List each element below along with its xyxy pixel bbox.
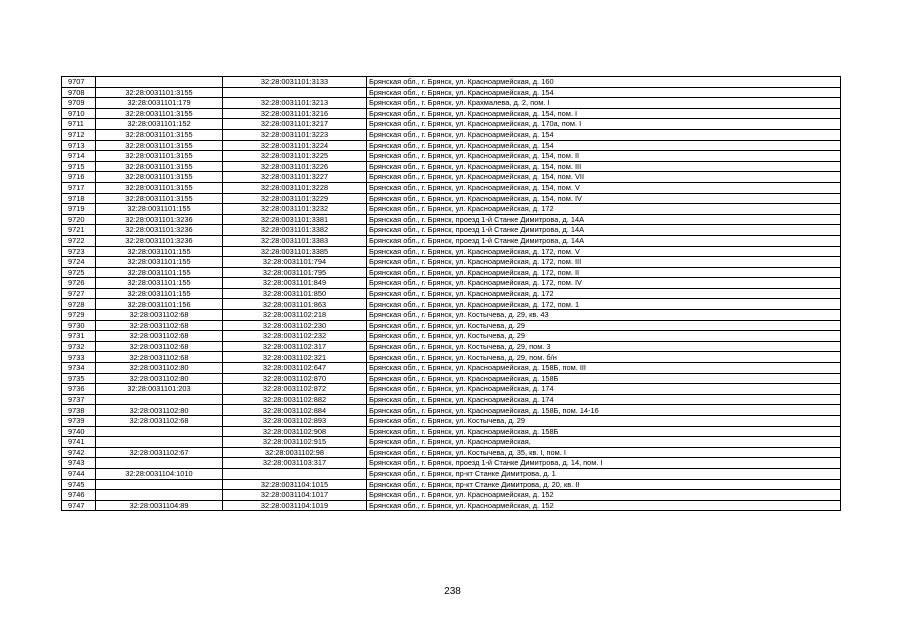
cadastral-number-cell: 32:28:0031101:3226 xyxy=(223,161,367,172)
table-row xyxy=(62,151,841,162)
address-cell: Брянская обл., г. Брянск, ул. Красноармейская, д. 154 xyxy=(367,140,841,151)
table-row xyxy=(62,299,841,310)
parent-cadastral-number-cell: 32:28:0031102:80 xyxy=(96,373,223,384)
row-number-cell: 9743 xyxy=(62,458,96,469)
cadastral-number-cell xyxy=(223,87,367,98)
row-number-cell: 9737 xyxy=(62,394,96,405)
table-row xyxy=(62,246,841,257)
cadastral-number-cell xyxy=(223,468,367,479)
cadastral-number-cell: 32:28:0031101:3216 xyxy=(223,108,367,119)
parent-cadastral-number-cell: 32:28:0031101:3155 xyxy=(96,182,223,193)
cadastral-number-cell: 32:28:0031102:232 xyxy=(223,331,367,342)
row-number-cell: 9719 xyxy=(62,204,96,215)
cadastral-number-cell: 32:28:0031101:3383 xyxy=(223,235,367,246)
table-row xyxy=(62,373,841,384)
address-cell: Брянская обл., г. Брянск, ул. Крахмалева, д. 2, пом. I xyxy=(367,98,841,109)
row-number-cell: 9747 xyxy=(62,500,96,511)
table-row xyxy=(62,447,841,458)
parent-cadastral-number-cell: 32:28:0031104:89 xyxy=(96,500,223,511)
table-row xyxy=(62,288,841,299)
page-number: 238 xyxy=(444,586,461,597)
parent-cadastral-number-cell: 32:28:0031101:3236 xyxy=(96,235,223,246)
address-cell: Брянская обл., г. Брянск, ул. Костычева, д. 29 xyxy=(367,320,841,331)
row-number-cell: 9742 xyxy=(62,447,96,458)
parent-cadastral-number-cell: 32:28:0031101:3236 xyxy=(96,225,223,236)
table-row xyxy=(62,161,841,172)
table-row xyxy=(62,87,841,98)
address-cell: Брянская обл., г. Брянск, ул. Красноармейская, д. 174 xyxy=(367,394,841,405)
table-row xyxy=(62,458,841,469)
cadastral-number-cell: 32:28:0031101:3381 xyxy=(223,214,367,225)
row-number-cell: 9722 xyxy=(62,235,96,246)
address-cell: Брянская обл., г. Брянск, ул. Красноармейская, xyxy=(367,437,841,448)
table-row xyxy=(62,214,841,225)
table-row xyxy=(62,363,841,374)
row-number-cell: 9728 xyxy=(62,299,96,310)
parent-cadastral-number-cell: 32:28:0031104:1010 xyxy=(96,468,223,479)
parent-cadastral-number-cell xyxy=(96,479,223,490)
row-number-cell: 9741 xyxy=(62,437,96,448)
address-cell: Брянская обл., г. Брянск, пр-кт Станке Димитрова, д. 20, кв. II xyxy=(367,479,841,490)
cadastral-number-cell: 32:28:0031101:795 xyxy=(223,267,367,278)
row-number-cell: 9725 xyxy=(62,267,96,278)
address-cell: Брянская обл., г. Брянск, ул. Красноармейская, д. 172 xyxy=(367,288,841,299)
address-cell: Брянская обл., г. Брянск, проезд 1-й Станке Димитрова, д. 14А xyxy=(367,214,841,225)
address-cell: Брянская обл., г. Брянск, ул. Красноармейская, д. 154 xyxy=(367,129,841,140)
cadastral-number-cell: 32:28:0031101:850 xyxy=(223,288,367,299)
parent-cadastral-number-cell: 32:28:0031101:3155 xyxy=(96,129,223,140)
row-number-cell: 9744 xyxy=(62,468,96,479)
address-cell: Брянская обл., г. Брянск, ул. Красноармейская, д. 152 xyxy=(367,500,841,511)
cadastral-number-cell: 32:28:0031102:870 xyxy=(223,373,367,384)
address-cell: Брянская обл., г. Брянск, ул. Красноармейская, д. 154, пом. IV xyxy=(367,193,841,204)
address-cell: Брянская обл., г. Брянск, пр-кт Станке Димитрова, д. 1 xyxy=(367,468,841,479)
table-row xyxy=(62,140,841,151)
row-number-cell: 9712 xyxy=(62,129,96,140)
table-row xyxy=(62,310,841,321)
cadastral-number-cell: 32:28:0031101:3213 xyxy=(223,98,367,109)
row-number-cell: 9717 xyxy=(62,182,96,193)
row-number-cell: 9739 xyxy=(62,416,96,427)
cadastral-number-cell: 32:28:0031102:647 xyxy=(223,363,367,374)
address-cell: Брянская обл., г. Брянск, проезд 1-й Станке Димитрова, д. 14А xyxy=(367,235,841,246)
table-row xyxy=(62,341,841,352)
address-cell: Брянская обл., г. Брянск, ул. Красноармейская, д. 154, пом. V xyxy=(367,182,841,193)
cadastral-number-cell: 32:28:0031101:3133 xyxy=(223,77,367,88)
cadastral-number-cell: 32:28:0031102:317 xyxy=(223,341,367,352)
table-row xyxy=(62,384,841,395)
parent-cadastral-number-cell xyxy=(96,437,223,448)
address-cell: Брянская обл., г. Брянск, ул. Красноармейская, д. 172, пом. III xyxy=(367,257,841,268)
address-cell: Брянская обл., г. Брянск, ул. Красноармейская, д. 154, пом. VII xyxy=(367,172,841,183)
table-row xyxy=(62,405,841,416)
table-row xyxy=(62,479,841,490)
parent-cadastral-number-cell: 32:28:0031102:68 xyxy=(96,331,223,342)
cadastral-number-cell: 32:28:0031102:98 xyxy=(223,447,367,458)
cadastral-number-cell: 32:28:0031102:321 xyxy=(223,352,367,363)
parent-cadastral-number-cell: 32:28:0031102:68 xyxy=(96,320,223,331)
table-row xyxy=(62,267,841,278)
table-row xyxy=(62,193,841,204)
table-row xyxy=(62,119,841,130)
address-cell: Брянская обл., г. Брянск, ул. Костычева, д. 35, кв. I, пом. I xyxy=(367,447,841,458)
parent-cadastral-number-cell: 32:28:0031101:3155 xyxy=(96,193,223,204)
cadastral-number-cell: 32:28:0031101:849 xyxy=(223,278,367,289)
address-cell: Брянская обл., г. Брянск, ул. Красноармейская, д. 154 xyxy=(367,87,841,98)
parent-cadastral-number-cell xyxy=(96,490,223,501)
row-number-cell: 9746 xyxy=(62,490,96,501)
row-number-cell: 9723 xyxy=(62,246,96,257)
address-cell: Брянская обл., г. Брянск, ул. Красноармейская, д. 172, пом. 1 xyxy=(367,299,841,310)
row-number-cell: 9707 xyxy=(62,77,96,88)
row-number-cell: 9734 xyxy=(62,363,96,374)
cadastral-number-cell: 32:28:0031103:317 xyxy=(223,458,367,469)
parent-cadastral-number-cell: 32:28:0031101:155 xyxy=(96,257,223,268)
address-cell: Брянская обл., г. Брянск, ул. Костычева, д. 29, пом. б/н xyxy=(367,352,841,363)
parent-cadastral-number-cell: 32:28:0031102:68 xyxy=(96,352,223,363)
table-row xyxy=(62,182,841,193)
table-row xyxy=(62,426,841,437)
parent-cadastral-number-cell: 32:28:0031101:203 xyxy=(96,384,223,395)
row-number-cell: 9735 xyxy=(62,373,96,384)
cadastral-number-cell: 32:28:0031101:863 xyxy=(223,299,367,310)
address-cell: Брянская обл., г. Брянск, ул. Костычева, д. 29, кв. 43 xyxy=(367,310,841,321)
address-cell: Брянская обл., г. Брянск, ул. Красноармейская, д. 172, пом. II xyxy=(367,267,841,278)
address-cell: Брянская обл., г. Брянск, ул. Красноармейская, д. 174 xyxy=(367,384,841,395)
parent-cadastral-number-cell xyxy=(96,77,223,88)
parent-cadastral-number-cell: 32:28:0031102:80 xyxy=(96,363,223,374)
cadastral-number-cell: 32:28:0031102:882 xyxy=(223,394,367,405)
table-row xyxy=(62,500,841,511)
parent-cadastral-number-cell: 32:28:0031101:179 xyxy=(96,98,223,109)
row-number-cell: 9730 xyxy=(62,320,96,331)
row-number-cell: 9736 xyxy=(62,384,96,395)
address-cell: Брянская обл., г. Брянск, ул. Красноармейская, д. 154, пом. II xyxy=(367,151,841,162)
table-row xyxy=(62,129,841,140)
table-row xyxy=(62,468,841,479)
cadastral-number-cell: 32:28:0031101:3217 xyxy=(223,119,367,130)
row-number-cell: 9727 xyxy=(62,288,96,299)
table-row xyxy=(62,352,841,363)
parent-cadastral-number-cell xyxy=(96,458,223,469)
parent-cadastral-number-cell: 32:28:0031101:155 xyxy=(96,278,223,289)
parent-cadastral-number-cell xyxy=(96,426,223,437)
address-cell: Брянская обл., г. Брянск, проезд 1-й Станке Димитрова, д. 14А xyxy=(367,225,841,236)
cadastral-number-cell: 32:28:0031101:3224 xyxy=(223,140,367,151)
parent-cadastral-number-cell: 32:28:0031101:156 xyxy=(96,299,223,310)
cadastral-number-cell: 32:28:0031104:1019 xyxy=(223,500,367,511)
address-cell: Брянская обл., г. Брянск, ул. Красноармейская, д. 158Б, пом. III xyxy=(367,363,841,374)
table-row xyxy=(62,257,841,268)
cadastral-number-cell: 32:28:0031102:218 xyxy=(223,310,367,321)
row-number-cell: 9716 xyxy=(62,172,96,183)
cadastral-number-cell: 32:28:0031102:230 xyxy=(223,320,367,331)
row-number-cell: 9731 xyxy=(62,331,96,342)
parent-cadastral-number-cell: 32:28:0031101:3155 xyxy=(96,151,223,162)
cadastral-number-cell: 32:28:0031101:3229 xyxy=(223,193,367,204)
table-row xyxy=(62,235,841,246)
cadastral-number-cell: 32:28:0031102:893 xyxy=(223,416,367,427)
row-number-cell: 9710 xyxy=(62,108,96,119)
row-number-cell: 9726 xyxy=(62,278,96,289)
cadastral-number-cell: 32:28:0031101:794 xyxy=(223,257,367,268)
table-row xyxy=(62,437,841,448)
table-row xyxy=(62,490,841,501)
row-number-cell: 9733 xyxy=(62,352,96,363)
parent-cadastral-number-cell: 32:28:0031101:155 xyxy=(96,246,223,257)
cadastral-number-cell: 32:28:0031102:908 xyxy=(223,426,367,437)
cadastral-number-cell: 32:28:0031102:884 xyxy=(223,405,367,416)
address-cell: Брянская обл., г. Брянск, ул. Красноармейская, д. 172 xyxy=(367,204,841,215)
parent-cadastral-number-cell: 32:28:0031102:68 xyxy=(96,416,223,427)
parent-cadastral-number-cell: 32:28:0031101:3155 xyxy=(96,140,223,151)
address-cell: Брянская обл., г. Брянск, ул. Красноармейская, д. 158Б xyxy=(367,373,841,384)
row-number-cell: 9708 xyxy=(62,87,96,98)
parent-cadastral-number-cell: 32:28:0031101:155 xyxy=(96,267,223,278)
property-registry-table xyxy=(61,76,841,511)
parent-cadastral-number-cell: 32:28:0031102:68 xyxy=(96,310,223,321)
cadastral-number-cell: 32:28:0031104:1015 xyxy=(223,479,367,490)
row-number-cell: 9713 xyxy=(62,140,96,151)
parent-cadastral-number-cell xyxy=(96,394,223,405)
address-cell: Брянская обл., г. Брянск, ул. Красноармейская, д. 158Б xyxy=(367,426,841,437)
table-row xyxy=(62,416,841,427)
cadastral-number-cell: 32:28:0031101:3225 xyxy=(223,151,367,162)
address-cell: Брянская обл., г. Брянск, проезд 1-й Станке Димитрова, д. 14, пом. I xyxy=(367,458,841,469)
cadastral-number-cell: 32:28:0031101:3227 xyxy=(223,172,367,183)
cadastral-number-cell: 32:28:0031101:3223 xyxy=(223,129,367,140)
table-row xyxy=(62,331,841,342)
address-cell: Брянская обл., г. Брянск, ул. Красноармейская, д. 172, пом. V xyxy=(367,246,841,257)
address-cell: Брянская обл., г. Брянск, ул. Красноармейская, д. 170а, пом. I xyxy=(367,119,841,130)
parent-cadastral-number-cell: 32:28:0031101:3155 xyxy=(96,161,223,172)
parent-cadastral-number-cell: 32:28:0031101:3155 xyxy=(96,87,223,98)
cadastral-number-cell: 32:28:0031101:3385 xyxy=(223,246,367,257)
table-row xyxy=(62,98,841,109)
address-cell: Брянская обл., г. Брянск, ул. Красноармейская, д. 172, пом. IV xyxy=(367,278,841,289)
table-row xyxy=(62,225,841,236)
row-number-cell: 9740 xyxy=(62,426,96,437)
parent-cadastral-number-cell: 32:28:0031101:3155 xyxy=(96,172,223,183)
address-cell: Брянская обл., г. Брянск, ул. Костычева, д. 29 xyxy=(367,416,841,427)
row-number-cell: 9714 xyxy=(62,151,96,162)
parent-cadastral-number-cell: 32:28:0031102:67 xyxy=(96,447,223,458)
row-number-cell: 9718 xyxy=(62,193,96,204)
parent-cadastral-number-cell: 32:28:0031101:152 xyxy=(96,119,223,130)
parent-cadastral-number-cell: 32:28:0031101:3155 xyxy=(96,108,223,119)
address-cell: Брянская обл., г. Брянск, ул. Красноармейская, д. 154, пом. III xyxy=(367,161,841,172)
cadastral-number-cell: 32:28:0031101:3382 xyxy=(223,225,367,236)
row-number-cell: 9711 xyxy=(62,119,96,130)
row-number-cell: 9721 xyxy=(62,225,96,236)
cadastral-number-cell: 32:28:0031102:915 xyxy=(223,437,367,448)
cadastral-number-cell: 32:28:0031101:3232 xyxy=(223,204,367,215)
row-number-cell: 9732 xyxy=(62,341,96,352)
address-cell: Брянская обл., г. Брянск, ул. Красноармейская, д. 158Б, пом. 14-16 xyxy=(367,405,841,416)
address-cell: Брянская обл., г. Брянск, ул. Костычева, д. 29, пом. 3 xyxy=(367,341,841,352)
parent-cadastral-number-cell: 32:28:0031101:155 xyxy=(96,288,223,299)
table-row xyxy=(62,172,841,183)
cadastral-number-cell: 32:28:0031101:3228 xyxy=(223,182,367,193)
table-row xyxy=(62,204,841,215)
row-number-cell: 9729 xyxy=(62,310,96,321)
row-number-cell: 9715 xyxy=(62,161,96,172)
cadastral-number-cell: 32:28:0031102:872 xyxy=(223,384,367,395)
parent-cadastral-number-cell: 32:28:0031102:80 xyxy=(96,405,223,416)
table-row xyxy=(62,108,841,119)
parent-cadastral-number-cell: 32:28:0031101:155 xyxy=(96,204,223,215)
address-cell: Брянская обл., г. Брянск, ул. Костычева, д. 29 xyxy=(367,331,841,342)
row-number-cell: 9709 xyxy=(62,98,96,109)
row-number-cell: 9745 xyxy=(62,479,96,490)
row-number-cell: 9724 xyxy=(62,257,96,268)
table-row xyxy=(62,320,841,331)
cadastral-number-cell: 32:28:0031104:1017 xyxy=(223,490,367,501)
row-number-cell: 9738 xyxy=(62,405,96,416)
address-cell: Брянская обл., г. Брянск, ул. Красноармейская, д. 152 xyxy=(367,490,841,501)
parent-cadastral-number-cell: 32:28:0031102:68 xyxy=(96,341,223,352)
table-row xyxy=(62,77,841,88)
address-cell: Брянская обл., г. Брянск, ул. Красноармейская, д. 160 xyxy=(367,77,841,88)
registry-table-body xyxy=(62,77,841,511)
address-cell: Брянская обл., г. Брянск, ул. Красноармейская, д. 154, пом. I xyxy=(367,108,841,119)
table-row xyxy=(62,394,841,405)
table-row xyxy=(62,278,841,289)
parent-cadastral-number-cell: 32:28:0031101:3236 xyxy=(96,214,223,225)
row-number-cell: 9720 xyxy=(62,214,96,225)
